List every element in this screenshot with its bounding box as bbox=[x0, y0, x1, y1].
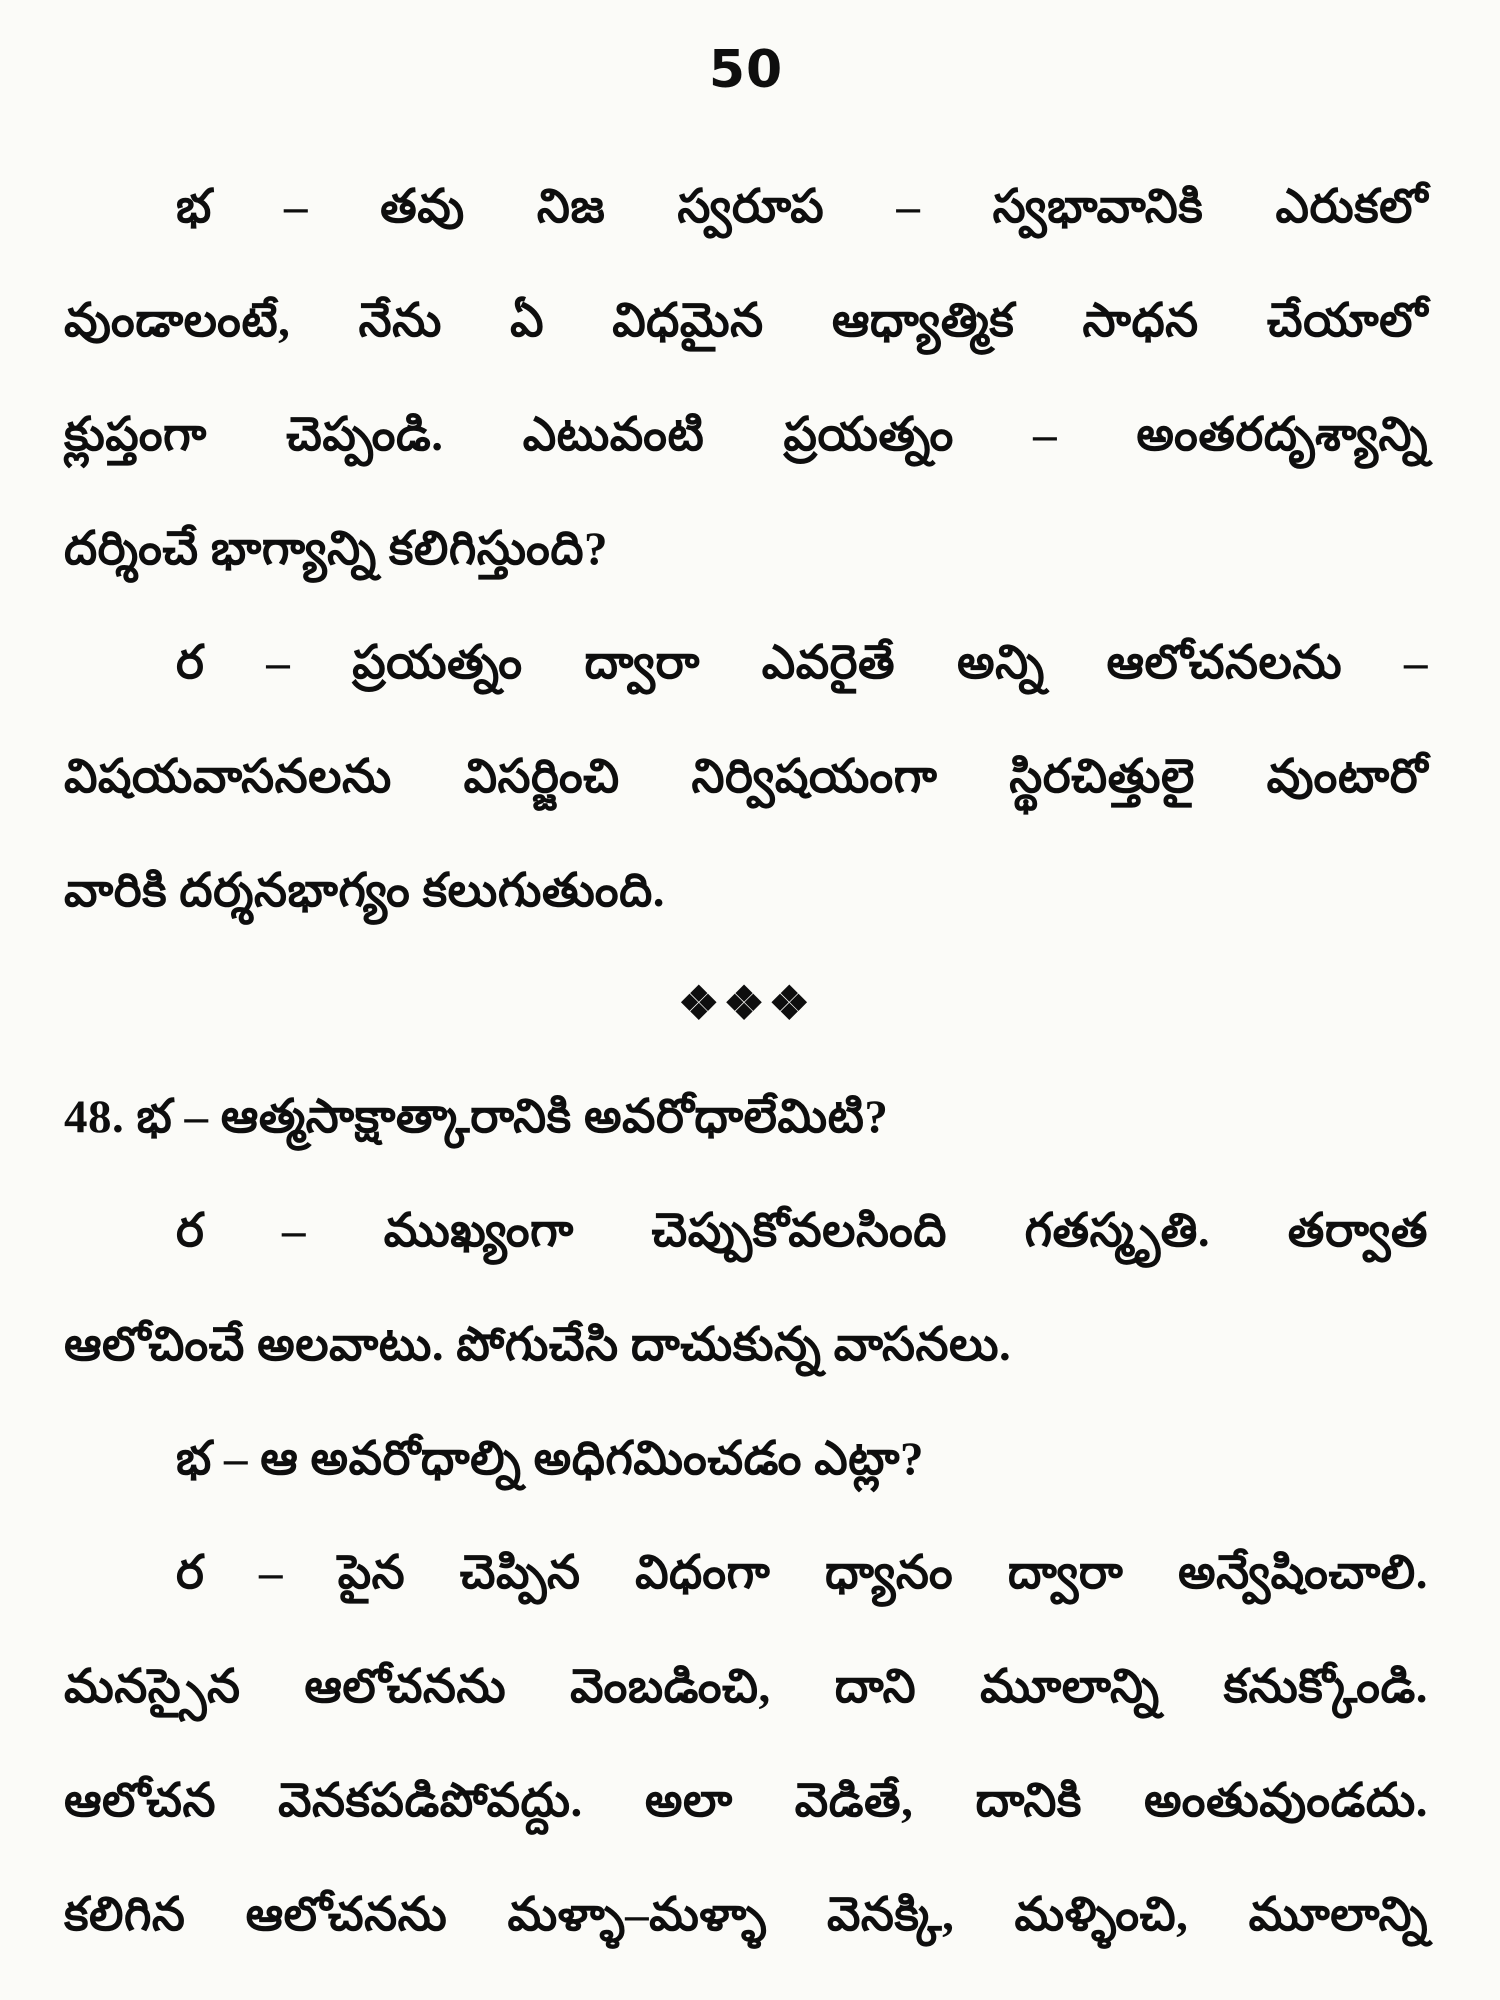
text-line: ర – పైన చెప్పిన విధంగా ధ్యానం ద్వారా అన్వేషించాలి. bbox=[176, 1547, 1428, 1599]
paragraph-question-48 bbox=[64, 1060, 1428, 1174]
text-line: ఆలోచించే అలవాటు. పోగుచేసి దాచుకున్న వాసనలు. bbox=[64, 1319, 1012, 1371]
text-line: విషయవాసనలను విసర్జించి నిర్విషయంగా స్థిరచిత్తులై వుంటారో bbox=[64, 751, 1428, 803]
text-line: వారికి దర్శనభాగ్యం కలుగుతుంది. bbox=[64, 865, 665, 917]
text-line: మనస్సైన ఆలోచనను వెంబడించి, దాని మూలాన్ని కనుక్కోండి. bbox=[64, 1661, 1428, 1713]
paragraph-answer-ra bbox=[64, 1516, 1428, 1972]
page-number: 50 bbox=[708, 40, 784, 100]
paragraph-question-bha bbox=[64, 150, 1428, 606]
text-line: క్లుప్తంగా చెప్పండి. ఎటువంటి ప్రయత్నం – అంతరదృశ్యాన్ని bbox=[64, 409, 1428, 461]
text-line: ర – ప్రయత్నం ద్వారా ఎవరైతే అన్ని ఆలోచనలను – bbox=[176, 637, 1428, 689]
text-line: దర్శించే భాగ్యాన్ని కలిగిస్తుంది? bbox=[64, 523, 609, 575]
paragraph-question-bha bbox=[64, 1402, 1428, 1516]
text-line: కలిగిన ఆలోచనను మళ్ళా–మళ్ళా వెనక్కి, మళ్ళించి, మూలాన్ని bbox=[64, 1889, 1428, 1941]
text-line: భ – ఆ అవరోధాల్ని అధిగమించడం ఎట్లా? bbox=[176, 1433, 925, 1485]
text-line: 48. భ – ఆత్మసాక్షాత్కారానికి అవరోధాలేమిటి? bbox=[64, 1091, 889, 1143]
paragraph-answer-ra bbox=[64, 1174, 1428, 1402]
text-line: ర – ముఖ్యంగా చెప్పుకోవలసింది గతస్మృతి. తర్వాత bbox=[176, 1205, 1428, 1257]
text-line: వుండాలంటే, నేను ఏ విధమైన ఆధ్యాత్మిక సాధన చేయాలో bbox=[64, 295, 1428, 347]
text-line: భ – తవు నిజ స్వరూప – స్వభావానికి ఎరుకలో bbox=[176, 181, 1428, 233]
page-body bbox=[64, 150, 1428, 1972]
paragraph-answer-ra bbox=[64, 606, 1428, 948]
text-line: ఆలోచన వెనకపడిపోవద్దు. అలా వెడితే, దానికి అంతువుండదు. bbox=[64, 1775, 1428, 1827]
section-divider-ornament-icon: ❖❖❖ bbox=[678, 978, 814, 1029]
